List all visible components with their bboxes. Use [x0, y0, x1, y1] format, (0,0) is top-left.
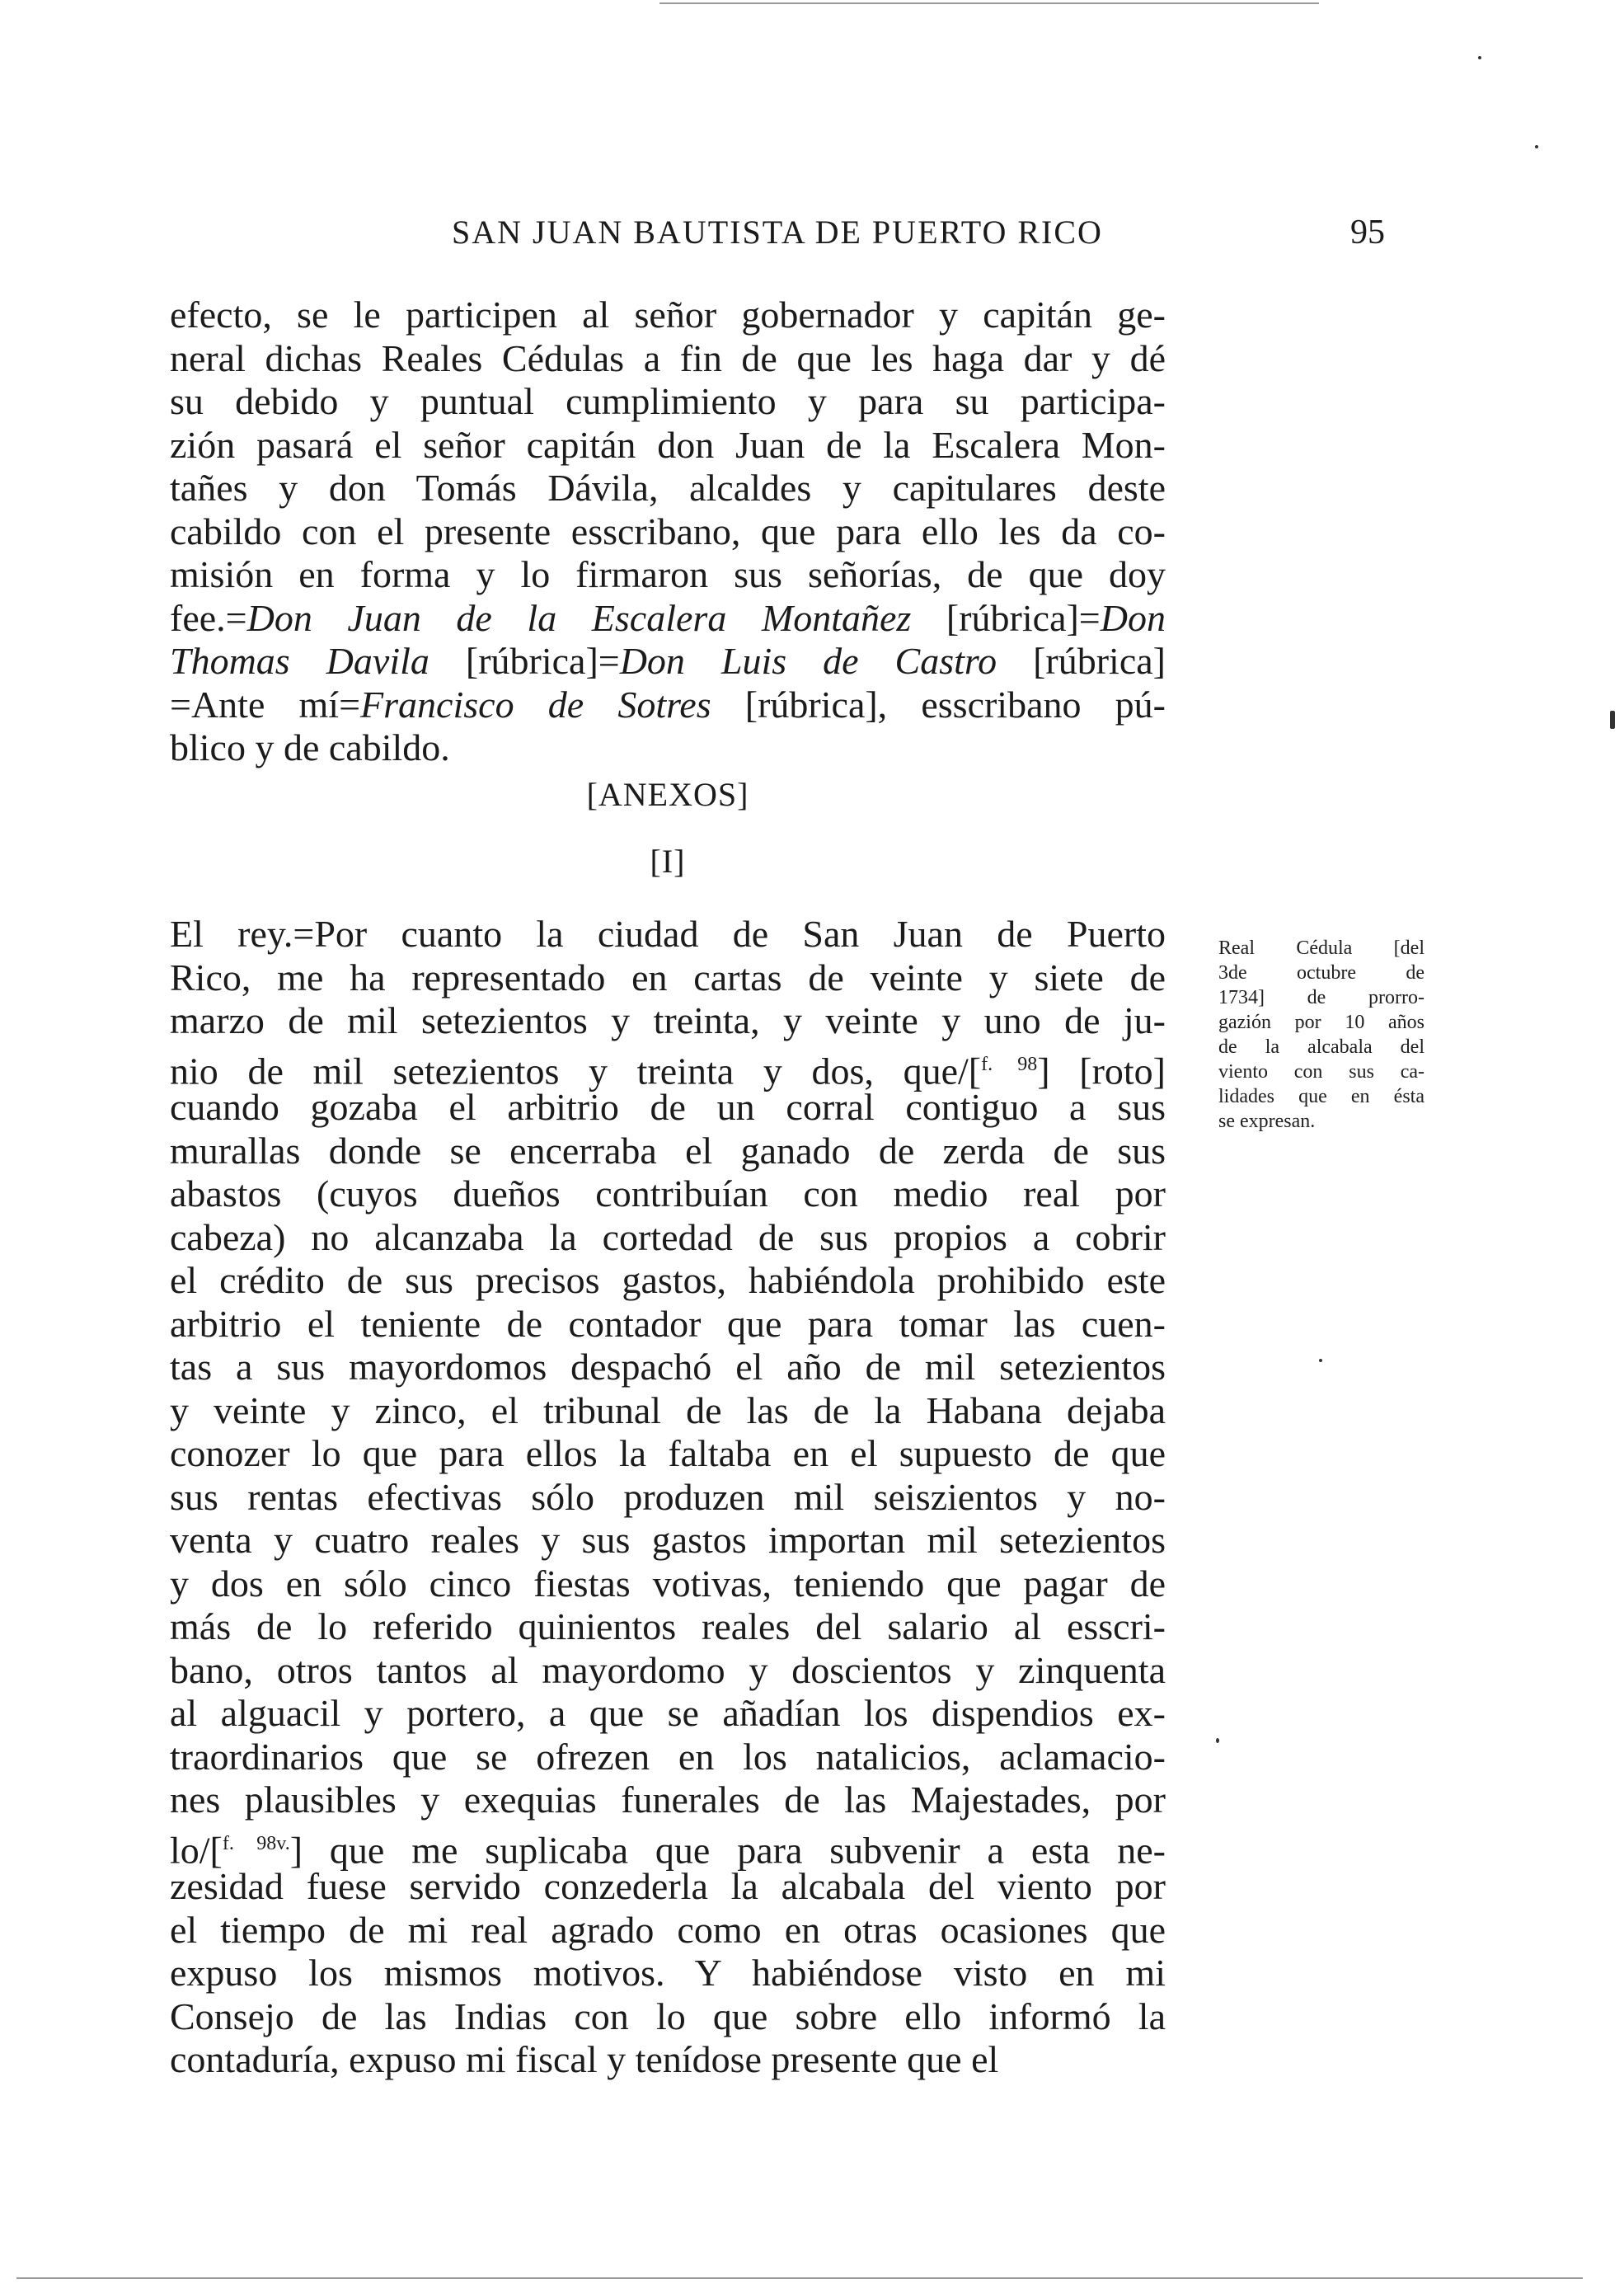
signatory-name: Francisco de Sotres	[360, 683, 711, 726]
text-line: bano, otros tantos al mayordomo y doscientos y zinquenta	[170, 1648, 1166, 1691]
text-run: =Ante mí=	[170, 683, 361, 726]
text-line: tañes y don Tomás Dávila, alcaldes y capitulares deste	[170, 467, 1166, 509]
text-run: ] [roto]	[1037, 1049, 1166, 1092]
scan-speck	[1610, 711, 1615, 729]
main-paragraph	[170, 913, 1166, 2082]
margin-note-line: se expresan.	[1218, 1111, 1316, 1132]
text-line: sus rentas efectivas sólo produzen mil seiszientos y no-	[170, 1475, 1166, 1518]
text-line: nes plausibles y exequias funerales de las Majestades, por	[170, 1778, 1166, 1821]
text-line	[170, 1822, 1166, 1871]
text-line: cuando gozaba el arbitrio de un corral contiguo a sus	[170, 1086, 1166, 1128]
scan-speck	[1535, 145, 1538, 148]
text-line: misión en forma y lo firmaron sus señorías, de que doy	[170, 553, 1166, 595]
text-line: Rico, me ha representado en cartas de veinte y siete de	[170, 956, 1166, 998]
text-line: El rey.=Por cuanto la ciudad de San Juan de Puerto	[170, 913, 1166, 955]
margin-note-line: 3de octubre de	[1218, 962, 1425, 984]
text-line: y dos en sólo cinco fiestas votivas, teniendo que pagar de	[170, 1562, 1166, 1605]
running-head: SAN JUAN BAUTISTA DE PUERTO RICO	[452, 214, 1103, 251]
text-line: efecto, se le participen al señor gobernador y capitán ge-	[170, 294, 1166, 336]
rubrica-mark: [rúbrica]	[997, 640, 1166, 682]
text-line: abastos (cuyos dueños contribuían con medio real por	[170, 1172, 1166, 1215]
signature-line	[170, 684, 1166, 727]
margin-note-line: Real Cédula [del	[1218, 937, 1425, 959]
text-line	[170, 1043, 1166, 1092]
signature-line	[170, 640, 1166, 684]
annexes-heading: [ANEXOS]	[586, 776, 749, 813]
text-run: nio de mil setezientos y treinta y dos, que/[	[170, 1049, 982, 1092]
annex-number-heading: [I]	[650, 843, 686, 880]
text-line: cabeza) no alcanzaba la cortedad de sus propios a cobrir	[170, 1215, 1166, 1258]
text-line: traordinarios que se ofrezen en los natalicios, aclamacio-	[170, 1735, 1166, 1778]
text-line: cabildo con el presente esscribano, que para ello les da co-	[170, 510, 1166, 552]
rubrica-mark: [rúbrica]=	[911, 596, 1101, 639]
scan-bottom-edge	[16, 2277, 1583, 2279]
text-line: más de lo referido quinientos reales del salario al esscri-	[170, 1605, 1166, 1647]
text-line: su debido y puntual cumplimiento y para su participa-	[170, 380, 1166, 422]
signatory-name: Don Luis de Castro	[619, 640, 997, 682]
text-run: [rúbrica], esscribano pú-	[711, 683, 1166, 726]
text-line: neral dichas Reales Cédulas a fin de que les haga dar y dé	[170, 336, 1166, 379]
text-line: al alguacil y portero, a que se añadían los dispendios ex-	[170, 1692, 1166, 1734]
signatory-name: Don Juan de la Escalera Montañez	[246, 596, 912, 639]
text-line: conozer lo que para ellos la faltaba en el supuesto de que	[170, 1432, 1166, 1474]
text-line: expuso los mismos motivos. Y habiéndose visto en mi	[170, 1952, 1166, 1994]
text-line: marzo de mil setezientos y treinta, y veinte y uno de ju-	[170, 999, 1166, 1041]
text-run: fee.=	[170, 596, 247, 639]
text-line: blico y de cabildo.	[170, 726, 450, 768]
text-run: ] que me suplicaba que para subvenir a esta ne-	[289, 1828, 1166, 1871]
margin-note-line: de la alcabala del	[1218, 1036, 1425, 1058]
text-line: tas a sus mayordomos despachó el año de mil setezientos	[170, 1346, 1166, 1388]
scan-top-edge	[659, 2, 1319, 4]
signatory-name: Don	[1100, 596, 1166, 639]
margin-note-line: viento con sus ca-	[1218, 1061, 1425, 1083]
folio-reference: f. 98v.	[222, 1832, 290, 1854]
scan-speck	[1478, 56, 1481, 59]
text-line: zión pasará el señor capitán don Juan de la Escalera Mon-	[170, 423, 1166, 466]
text-line: zesidad fuese servido conzederla la alcabala del viento por	[170, 1865, 1166, 1907]
margin-note-line: lidades que en ésta	[1218, 1086, 1425, 1107]
text-line: y veinte y zinco, el tribunal de las de la Habana dejaba	[170, 1388, 1166, 1431]
top-paragraph	[170, 294, 1166, 770]
scan-speck	[1216, 1738, 1219, 1743]
text-line: arbitrio el teniente de contador que para tomar las cuen-	[170, 1302, 1166, 1345]
text-line: contaduría, expuso mi fiscal y tenídose presente que el	[170, 2038, 999, 2080]
text-line: venta y cuatro reales y sus gastos importan mil setezientos	[170, 1519, 1166, 1561]
text-line: murallas donde se encerraba el ganado de zerda de sus	[170, 1129, 1166, 1172]
margin-note	[1218, 936, 1425, 1134]
text-line: el tiempo de mi real agrado como en otras ocasiones que	[170, 1908, 1166, 1951]
margin-note-line: gazión por 10 años	[1218, 1012, 1425, 1033]
text-line: el crédito de sus precisos gastos, habiéndola prohibido este	[170, 1259, 1166, 1301]
text-run: lo/[	[170, 1828, 223, 1871]
signatory-name: Thomas Davila	[170, 640, 429, 682]
margin-note-line: 1734] de prorro-	[1218, 987, 1425, 1008]
scan-speck	[1319, 1359, 1322, 1362]
folio-reference: f. 98	[981, 1053, 1038, 1075]
signature-line	[170, 597, 1166, 641]
rubrica-mark: [rúbrica]=	[429, 640, 620, 682]
page-number: 95	[1350, 214, 1385, 251]
text-line: Consejo de las Indias con lo que sobre ello informó la	[170, 1995, 1166, 2037]
